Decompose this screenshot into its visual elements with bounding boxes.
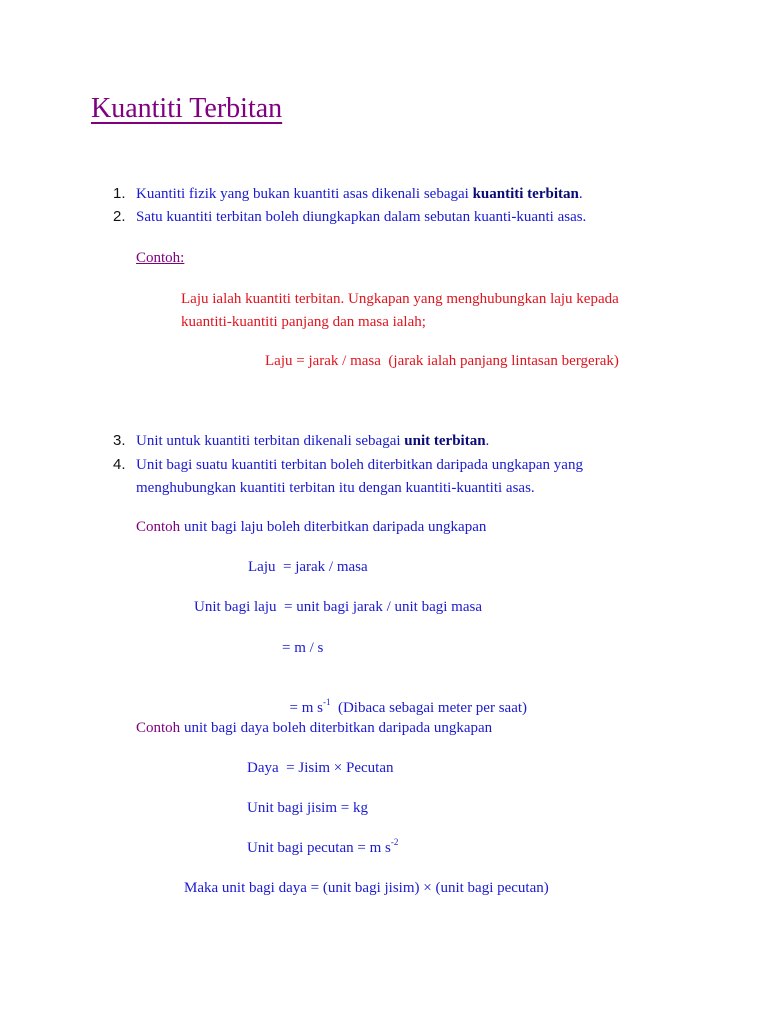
example-2-intro [136, 517, 486, 537]
list-number-2: 2. [113, 208, 126, 225]
example-2-eq-3: = m / s [282, 640, 324, 656]
list-item-1-text: Kuantiti fizik yang bukan kuantiti asas dikenali sebagai [136, 186, 473, 202]
list-item-2: Satu kuantiti terbitan boleh diungkapkan dalam sebutan kuanti-kuanti asas. [136, 209, 587, 225]
example-2-eq-4-post: (Dibaca sebagai meter per saat) [330, 700, 528, 716]
example-3-eq-4: Maka unit bagi daya = (unit bagi jisim) × (unit bagi pecutan) [184, 880, 549, 896]
example-3-text: unit bagi daya boleh diterbitkan daripada ungkapan [180, 720, 493, 736]
example-2-text: unit bagi laju boleh diterbitkan daripada ungkapan [180, 519, 487, 535]
list-item-3-text: Unit untuk kuantiti terbitan dikenali sebagai [136, 433, 405, 449]
example-3-eq-3-pre: Unit bagi pecutan = m s [247, 840, 391, 856]
example-2-eq-4-sup: -1 [322, 697, 331, 707]
example-2-eq-1: Laju = jarak / masa [248, 559, 368, 575]
example-2-eq-4 [282, 678, 527, 718]
page-title: Kuantiti Terbitan [91, 93, 283, 124]
example-3-eq-2: Unit bagi jisim = kg [247, 800, 368, 816]
example-2-eq-4-pre: = m s [289, 700, 323, 716]
list-item-3-bold: unit terbitan [404, 433, 486, 449]
list-item-1 [136, 184, 583, 204]
example-3-eq-3-sup: -2 [390, 837, 399, 847]
list-item-3-suffix: . [485, 433, 490, 449]
list-item-1-bold: kuantiti terbitan [472, 186, 579, 202]
example-3-eq-3 [247, 838, 398, 858]
example-2-label: Contoh [136, 519, 181, 535]
list-number-1: 1. [113, 185, 126, 202]
example-1-line-1: Laju ialah kuantiti terbitan. Ungkapan yang menghubungkan laju kepada [181, 291, 619, 307]
list-item-4-line-1: Unit bagi suatu kuantiti terbitan boleh diterbitkan daripada ungkapan yang [136, 457, 583, 473]
example-1-formula: Laju = jarak / masa (jarak ialah panjang lintasan bergerak) [265, 353, 619, 369]
example-3-label: Contoh [136, 720, 181, 736]
example-1-line-2: kuantiti-kuantiti panjang dan masa ialah; [181, 314, 426, 330]
list-item-3 [136, 431, 489, 451]
example-2-eq-2: Unit bagi laju = unit bagi jarak / unit bagi masa [194, 599, 482, 615]
list-number-3: 3. [113, 432, 126, 449]
example-1-label: Contoh: [136, 250, 185, 266]
list-item-1-suffix: . [578, 186, 583, 202]
list-number-4: 4. [113, 456, 126, 473]
example-3-intro [136, 718, 492, 738]
example-3-eq-1: Daya = Jisim × Pecutan [247, 760, 394, 776]
list-item-4-line-2: menghubungkan kuantiti terbitan itu dengan kuantiti-kuantiti asas. [136, 480, 535, 496]
